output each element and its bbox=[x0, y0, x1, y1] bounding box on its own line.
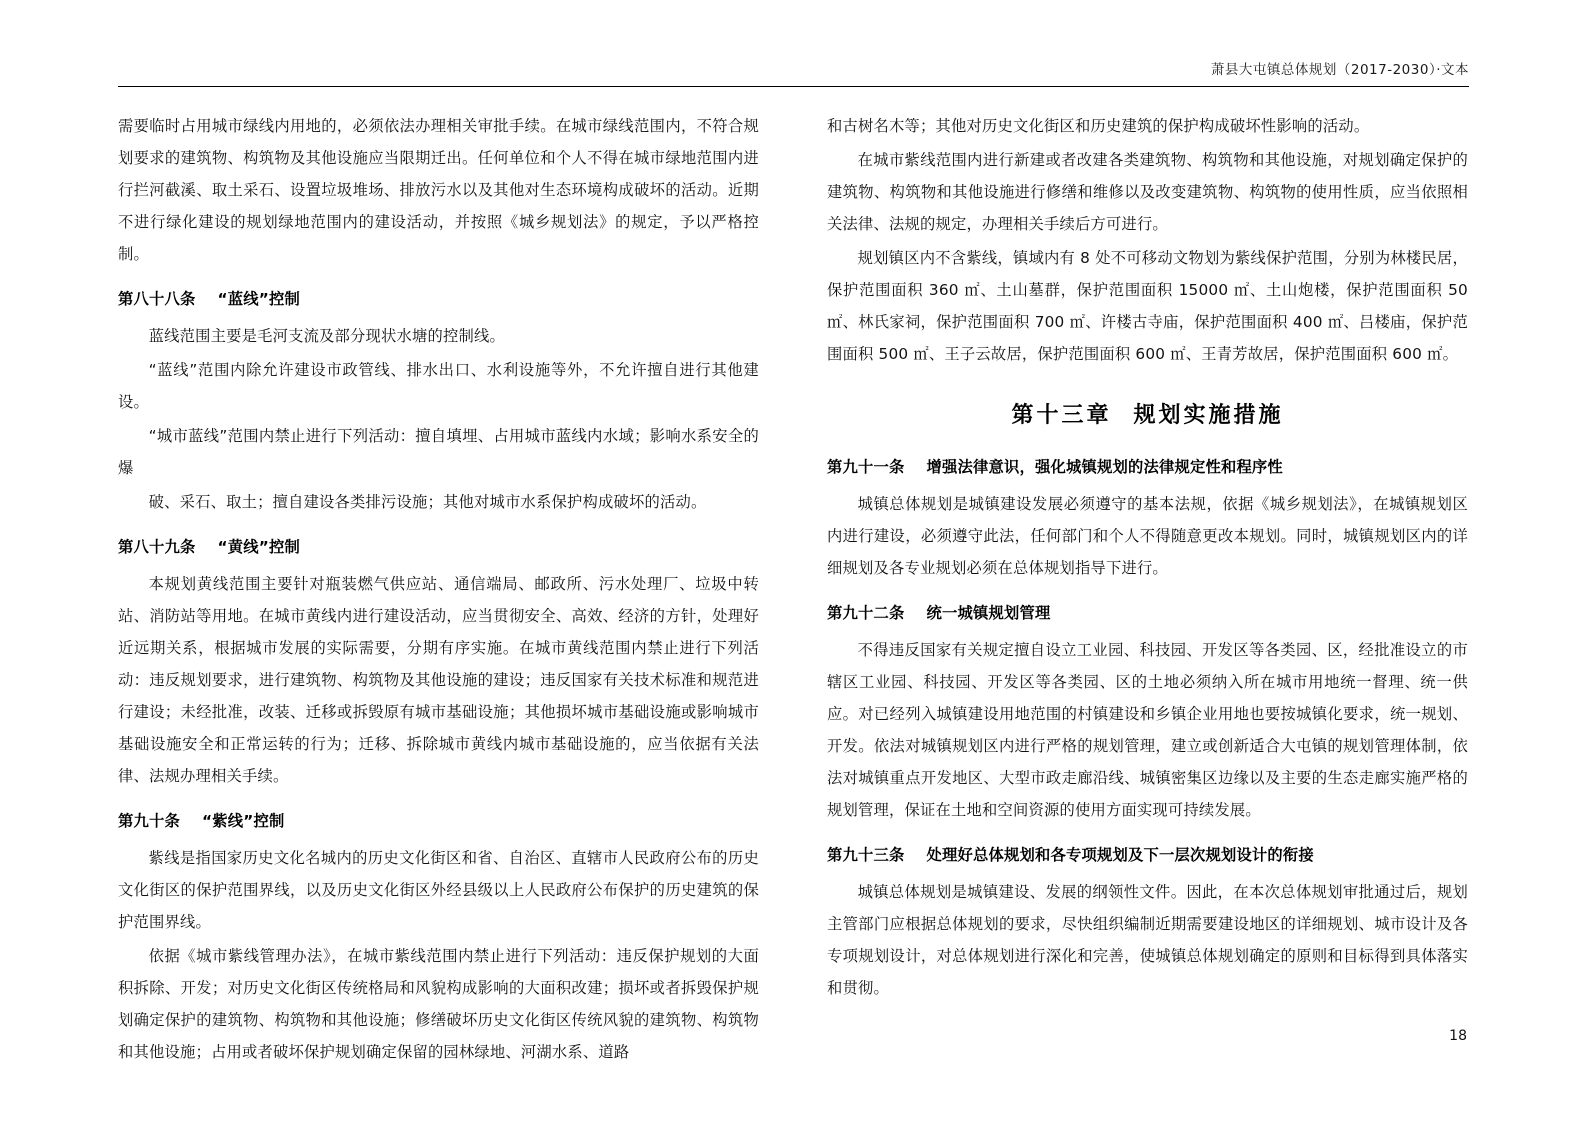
article-number: 第九十二条 bbox=[827, 604, 905, 622]
article-title: “黄线”控制 bbox=[217, 538, 300, 556]
article-heading bbox=[827, 596, 1468, 630]
paragraph: “蓝线”范围内除允许建设市政管线、排水出口、水利设施等外，不允许擅自进行其他建设。 bbox=[118, 361, 759, 411]
article-number: 第九十一条 bbox=[827, 458, 905, 476]
chapter-heading bbox=[827, 396, 1468, 436]
article-heading bbox=[118, 804, 759, 838]
article-title: 统一城镇规划管理 bbox=[926, 604, 1051, 622]
paragraph: 紫线是指国家历史文化名城内的历史文化街区和省、自治区、直辖市人民政府公布的历史文化街区的保护范围界线，以及历史文化街区外经县级以上人民政府公布保护的历史建筑的保护范围界线。 bbox=[118, 849, 759, 931]
article-heading bbox=[118, 530, 759, 564]
paragraph: 破、采石、取土；擅自建设各类排污设施；其他对城市水系保护构成破坏的活动。 bbox=[148, 493, 707, 511]
article-number: 第九十三条 bbox=[827, 846, 905, 864]
paragraph: 需要临时占用城市绿线内用地的，必须依法办理相关审批手续。在城市绿线范围内，不符合规划要求的建筑物、构筑物及其他设施应当限期迁出。任何单位和个人不得在城市绿地范围内进行拦河截溪、取土采石、设置垃圾堆场、排放污水以及其他对生态环境构成破坏的活动。近期不进行绿化建设的规划绿地范围内的建设活动，并按照《城乡规划法》的规定，予以严格控制。 bbox=[118, 117, 759, 263]
article-number: 第九十条 bbox=[118, 812, 180, 830]
page-columns bbox=[118, 110, 1469, 1070]
paragraph: 不得违反国家有关规定擅自设立工业园、科技园、开发区等各类园、区，经批准设立的市辖区工业园、科技园、开发区等各类园、区的土地必须纳入所在城市用地统一督理、统一供应。对已经列入城镇建设用地范围的村镇建设和乡镇企业用地也要按城镇化要求，统一规划、开发。依法对城镇规划区内进行严格的规划管理，建立或创新适合大屯镇的规划管理体制，依法对城镇重点开发地区、大型市政走廊沿线、城镇密集区边缘以及主要的生态走廊实施严格的规划管理，保证在土地和空间资源的使用方面实现可持续发展。 bbox=[827, 641, 1468, 819]
paragraph: 依据《城市紫线管理办法》，在城市紫线范围内禁止进行下列活动：违反保护规划的大面积拆除、开发；对历史文化街区传统格局和风貌构成影响的大面积改建；损坏或者拆毁保护规划确定保护的建筑物、构筑物和其他设施；修缮破坏历史文化街区传统风貌的建筑物、构筑物和其他设施；占用或者破坏保护规划确定保留的园林绿地、河湖水系、道路 bbox=[118, 947, 759, 1061]
paragraph: 规划镇区内不含紫线，镇域内有 8 处不可移动文物划为紫线保护范围，分别为林楼民居，保护范围面积 360 ㎡、土山墓群，保护范围面积 15000 ㎡、土山炮楼，保护范围面积 50 ㎡、林氏家祠，保护范围面积 700 ㎡、许楼古寺庙，保护范围面积 400 ㎡、吕楼庙，保护范围面积 500 ㎡、王子云故居，保护范围面积 600 ㎡、王青芳故居，保护范围面积 600 ㎡。 bbox=[827, 249, 1468, 363]
article-heading bbox=[118, 282, 759, 316]
paragraph: 城镇总体规划是城镇建设、发展的纲领性文件。因此，在本次总体规划审批通过后，规划主管部门应根据总体规划的要求，尽快组织编制近期需要建设地区的详细规划、城市设计及各专项规划设计，对总体规划进行深化和完善，使城镇总体规划确定的原则和目标得到具体落实和贯彻。 bbox=[827, 883, 1468, 997]
article-title: “紫线”控制 bbox=[202, 812, 285, 830]
paragraph: 在城市紫线范围内进行新建或者改建各类建筑物、构筑物和其他设施，对规划确定保护的建筑物、构筑物和其他设施进行修缮和维修以及改变建筑物、构筑物的使用性质，应当依照相关法律、法规的规定，办理相关手续后方可进行。 bbox=[827, 151, 1468, 233]
page-header: 萧县大屯镇总体规划（2017-2030）·文本 bbox=[1210, 62, 1469, 78]
article-title: 增强法律意识，强化城镇规划的法律规定性和程序性 bbox=[926, 458, 1283, 476]
page-number: 18 bbox=[1449, 1028, 1467, 1044]
left-column bbox=[118, 110, 759, 1070]
paragraph: 城镇总体规划是城镇建设发展必须遵守的基本法规，依据《城乡规划法》，在城镇规划区内进行建设，必须遵守此法，任何部门和个人不得随意更改本规划。同时，城镇规划区内的详细规划及各专业规划必须在总体规划指导下进行。 bbox=[827, 495, 1468, 577]
chapter-number: 第十三章 bbox=[1011, 403, 1112, 428]
article-title: 处理好总体规划和各专项规划及下一层次规划设计的衔接 bbox=[926, 846, 1314, 864]
paragraph: 和古树名木等；其他对历史文化街区和历史建筑的保护构成破坏性影响的活动。 bbox=[827, 117, 1370, 135]
right-column bbox=[827, 110, 1468, 1070]
paragraph: 蓝线范围主要是毛河支流及部分现状水塘的控制线。 bbox=[148, 327, 506, 345]
paragraph: 本规划黄线范围主要针对瓶装燃气供应站、通信端局、邮政所、污水处理厂、垃圾中转站、消防站等用地。在城市黄线内进行建设活动，应当贯彻安全、高效、经济的方针，处理好近远期关系，根据城市发展的实际需要，分期有序实施。在城市黄线范围内禁止进行下列活动：违反规划要求，进行建筑物、构筑物及其他设施的建设；违反国家有关技术标准和规范进行建设；未经批准，改装、迁移或拆毁原有城市基础设施；其他损坏城市基础设施或影响城市基础设施安全和正常运转的行为；迁移、拆除城市黄线内城市基础设施的，应当依据有关法律、法规办理相关手续。 bbox=[118, 575, 759, 785]
paragraph: “城市蓝线”范围内禁止进行下列活动：擅自填埋、占用城市蓝线内水域；影响水系安全的爆 bbox=[118, 427, 759, 477]
article-heading bbox=[827, 450, 1468, 484]
article-title: “蓝线”控制 bbox=[217, 290, 300, 308]
article-heading bbox=[827, 838, 1468, 872]
chapter-title: 规划实施措施 bbox=[1133, 403, 1284, 428]
header-divider bbox=[118, 86, 1469, 87]
article-number: 第八十八条 bbox=[118, 290, 196, 308]
article-number: 第八十九条 bbox=[118, 538, 196, 556]
